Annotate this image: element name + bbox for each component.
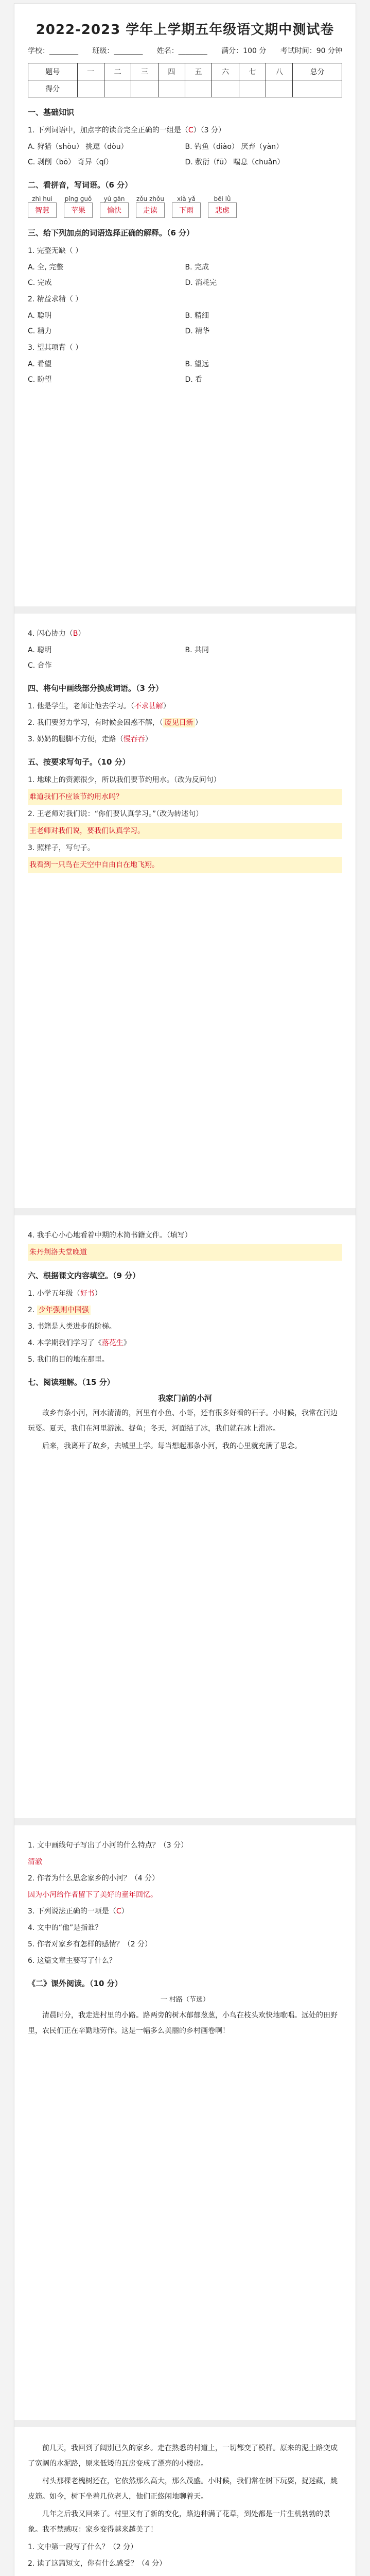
question-3-1-options [28, 260, 342, 291]
fill-line: 4. 本学期我们学习了《落花生》 [28, 1339, 131, 1347]
passage-paragraph: 故乡有条小河，河水清清的，河里有小鱼、小虾，还有很多好看的石子。小时候，我常在河边玩耍。夏天，我们在河里游泳、捉鱼；冬天，河面结了冰，我们就在冰上滑冰。 [28, 1409, 338, 1433]
fill-line: 3. 奶奶的腿脚不方便，走路（慢吞吞） [28, 735, 152, 743]
score-cell[interactable] [293, 80, 342, 97]
answer: 王老师对我们说，要我们认真学习。 [28, 823, 342, 839]
passage-paragraph: 前几天，我回到了阔别已久的家乡。走在熟悉的村道上，一切都变了模样。原来的泥土路变成了宽阔的水泥路，原来低矮的瓦房变成了漂亮的小楼房。 [28, 2444, 338, 2468]
sentence-task: 2. 王老师对我们说：“你们要认真学习。”（改为转述句） [28, 810, 203, 818]
question: 6. 这篇文章主要写了什么？ [28, 1957, 116, 1965]
answer: 少年强则中国强 [37, 1306, 91, 1315]
pinyin-cell: yú ɡān 愉快 [100, 195, 129, 218]
option[interactable]: D. 消耗完 [185, 279, 217, 287]
score-header: 三 [131, 63, 158, 80]
question: 2. 读了这篇短文，你有什么感受？（4 分） [28, 2560, 167, 2568]
question-3-1: 1. 完整无缺（ ） [28, 247, 83, 255]
section-7-title: 七、阅读理解。（15 分） [28, 1378, 115, 1387]
score-cell[interactable] [77, 80, 104, 97]
option[interactable]: B. 望远 [185, 360, 209, 368]
question: 1. 文中第一段写了什么？（2 分） [28, 2543, 138, 2551]
answer[interactable]: 走读 [136, 202, 165, 218]
score-table [28, 63, 342, 97]
score-header: 题号 [28, 63, 78, 80]
answer: 好书 [80, 1290, 95, 1298]
option[interactable]: C. 剥削（bō） 奇异（qí） [28, 158, 113, 166]
fill-line: 1. 小学五年级（好书） [28, 1290, 102, 1298]
option[interactable]: D. 看 [185, 376, 203, 384]
answer[interactable]: 悲虑 [208, 202, 237, 218]
question: 4. 文中的“他”是指谁？ [28, 1924, 102, 1932]
answer: 清澈 [28, 1858, 42, 1866]
question: 1. 文中画线句子写出了小河的什么特点？（3 分） [28, 1841, 188, 1850]
answer[interactable]: 下雨 [172, 202, 201, 218]
class-field[interactable]: 班级：________ [92, 47, 143, 55]
sentence-task: 1. 地球上的资源很少，所以我们要节约用水。（改为反问句） [28, 776, 221, 784]
pinyin-cell: zhì huì 智慧 [28, 195, 57, 218]
score-table-header [28, 63, 342, 80]
question-4-options [28, 642, 342, 673]
question-3-2-options [28, 308, 342, 339]
question: 5. 作者对家乡有怎样的感情？（2 分） [28, 1940, 152, 1948]
section-6-title: 六、根据课文内容填空。（9 分） [28, 1271, 140, 1280]
sheet-3 [14, 1215, 356, 1825]
pinyin-cell: zǒu zhǒu 走读 [136, 195, 165, 218]
option[interactable]: C. 合作 [28, 662, 52, 670]
answer: 慢吞吞 [123, 735, 145, 743]
passage-title: 我家门前的小河 [157, 1394, 212, 1403]
pinyin-grid [28, 195, 342, 218]
fill-line: 3. 书籍是人类进步的阶梯。 [28, 1323, 116, 1331]
passage-paragraph: 后来，我离开了故乡，去城里上学。每当想起那条小河，我的心里就充满了思念。 [42, 1442, 302, 1450]
score-cell[interactable] [212, 80, 239, 97]
question-3-3: 3. 望其项背（ ） [28, 344, 83, 352]
sheet-2 [14, 614, 356, 1215]
option[interactable]: D. 精华 [185, 327, 210, 335]
exam-page [14, 3, 356, 2576]
score-cell[interactable] [158, 80, 185, 97]
sheet-5 [14, 2427, 356, 2576]
fill-line: 5. 我们的目的地在那里。 [28, 1355, 109, 1364]
score-header: 七 [239, 63, 266, 80]
option[interactable]: B. 精细 [185, 312, 209, 320]
score-header: 四 [158, 63, 185, 80]
question-1: 1. 下列词语中，加点字的读音完全正确的一组是（C）（3 分） [28, 126, 225, 134]
score-header: 总分 [293, 63, 342, 80]
score-header: 五 [185, 63, 212, 80]
question-4: 4. 闪心协力（B） [28, 630, 85, 638]
score-header: 六 [212, 63, 239, 80]
option[interactable]: C. 盼望 [28, 376, 52, 384]
fill-line: 2. 少年强则中国强 [28, 1302, 342, 1318]
answer: C [188, 126, 193, 134]
score-cell[interactable] [239, 80, 266, 97]
fill-line: 2. 我们要努力学习，有时候会困惑不解，（ 厦见日新 ） [28, 719, 202, 727]
score-table-row [28, 80, 342, 97]
score-header: 八 [266, 63, 293, 80]
section-2-title: 二、看拼音，写词语。（6 分） [28, 180, 133, 190]
option[interactable]: B. 完成 [185, 263, 209, 272]
score-header: 一 [77, 63, 104, 80]
sentence-task: 3. 照样子，写句子。 [28, 844, 95, 852]
score-row-label: 得分 [28, 80, 78, 97]
score-cell[interactable] [131, 80, 158, 97]
sheet-1 [14, 4, 356, 614]
option[interactable]: D. 敷衍（fū） 喘息（chuǎn） [185, 158, 285, 166]
pinyin-cell: xià yǎ 下雨 [172, 195, 201, 218]
option[interactable]: B. 共同 [185, 646, 209, 654]
answer[interactable]: 苹果 [64, 202, 93, 218]
page-title: 2022-2023 学年上学期五年级语文期中测试卷 [36, 22, 334, 38]
answer: 厦见日新 [163, 718, 195, 727]
section-5-title: 五、按要求写句子。（10 分） [28, 757, 130, 767]
option[interactable]: B. 钓鱼（diào） 厌弃（yàn） [185, 143, 284, 151]
pinyin-cell: pǐnɡ ɡuǒ 苹果 [64, 195, 93, 218]
answer: 不求甚解 [134, 702, 163, 710]
passage-paragraph: 清晨时分，我走进村里的小路。路两旁的树木郁郁葱葱，小鸟在枝头欢快地歌唱。远处的田野里，农民们正在辛勤地劳作。这是一幅多么美丽的乡村画卷啊！ [28, 2011, 338, 2035]
fill-line: 1. 他是学生，老师让他去学习。（不求甚解） [28, 702, 170, 710]
answer: B [73, 630, 78, 638]
question-3-2: 2. 精益求精（ ） [28, 295, 83, 303]
option[interactable]: A. 聪明 [28, 646, 52, 654]
answer: C [116, 1907, 121, 1916]
question: 2. 作者为什么思念家乡的小河？（4 分） [28, 1874, 160, 1883]
full-score: 满分：100 分 [221, 47, 267, 55]
answer: 朱丹荆洛夫堂晚道 [28, 1244, 342, 1261]
answer[interactable]: 愉快 [100, 202, 129, 218]
sheet-4 [14, 1825, 356, 2427]
question: 4. 我手心小心地看着中期的木简书籍文件。（填写） [28, 1231, 192, 1240]
answer: 我看到一只鸟在天空中自由自在地飞翔。 [28, 857, 342, 873]
subsection-title: 《二》课外阅读。（10 分） [28, 1979, 122, 1988]
score-cell[interactable] [104, 80, 131, 97]
section-3-title: 三、给下列加点的词语选择正确的解释。（6 分） [28, 228, 195, 238]
option[interactable]: C. 完成 [28, 279, 52, 287]
option[interactable]: A. 聪明 [28, 312, 52, 320]
score-header: 二 [104, 63, 131, 80]
option[interactable]: A. 狩猎（shòu） 挑逗（dòu） [28, 143, 128, 151]
question-3-3-options [28, 357, 342, 387]
score-cell[interactable] [266, 80, 293, 97]
option[interactable]: A. 希望 [28, 360, 52, 368]
pinyin-cell: bēi lǜ 悲虑 [208, 195, 237, 218]
signature-line [28, 2572, 342, 2576]
question-1-options [28, 139, 342, 170]
passage-paragraph: 几年之后我又回来了。村里又有了新的变化，路边种满了花草，到处都是一片生机勃勃的景象。我不禁感叹：家乡变得越来越美了！ [28, 2510, 330, 2534]
option[interactable]: A. 全, 完整 [28, 263, 64, 272]
option[interactable]: C. 精力 [28, 327, 52, 335]
section-4-title: 四、将句中画线部分换成词语。（3 分） [28, 684, 164, 693]
answer: 落花生 [101, 1339, 124, 1347]
answer: 因为小河给作者留下了美好的童年回忆。 [28, 1891, 157, 1899]
score-cell[interactable] [185, 80, 212, 97]
name-field[interactable]: 姓名：________ [156, 47, 207, 55]
school-field[interactable]: 学校：________ [28, 47, 78, 55]
answer: 难道我们不应该节约用水吗？ [28, 789, 342, 805]
question: 3. 下列说法正确的一项是（C） [28, 1907, 129, 1916]
exam-meta [28, 45, 342, 56]
passage-paragraph: 村头那棵老槐树还在，它依然那么高大，那么茂盛。小时候，我们常在树下玩耍，捉迷藏，跳皮筋。如今，树下坐着几位老人，他们正悠闲地聊着天。 [28, 2477, 338, 2501]
passage-author: 一 村路（节选） [160, 1996, 210, 2004]
answer[interactable]: 智慧 [28, 202, 57, 218]
section-1-title: 一、基础知识 [28, 108, 75, 117]
exam-time: 考试时间：90 分钟 [280, 47, 342, 55]
